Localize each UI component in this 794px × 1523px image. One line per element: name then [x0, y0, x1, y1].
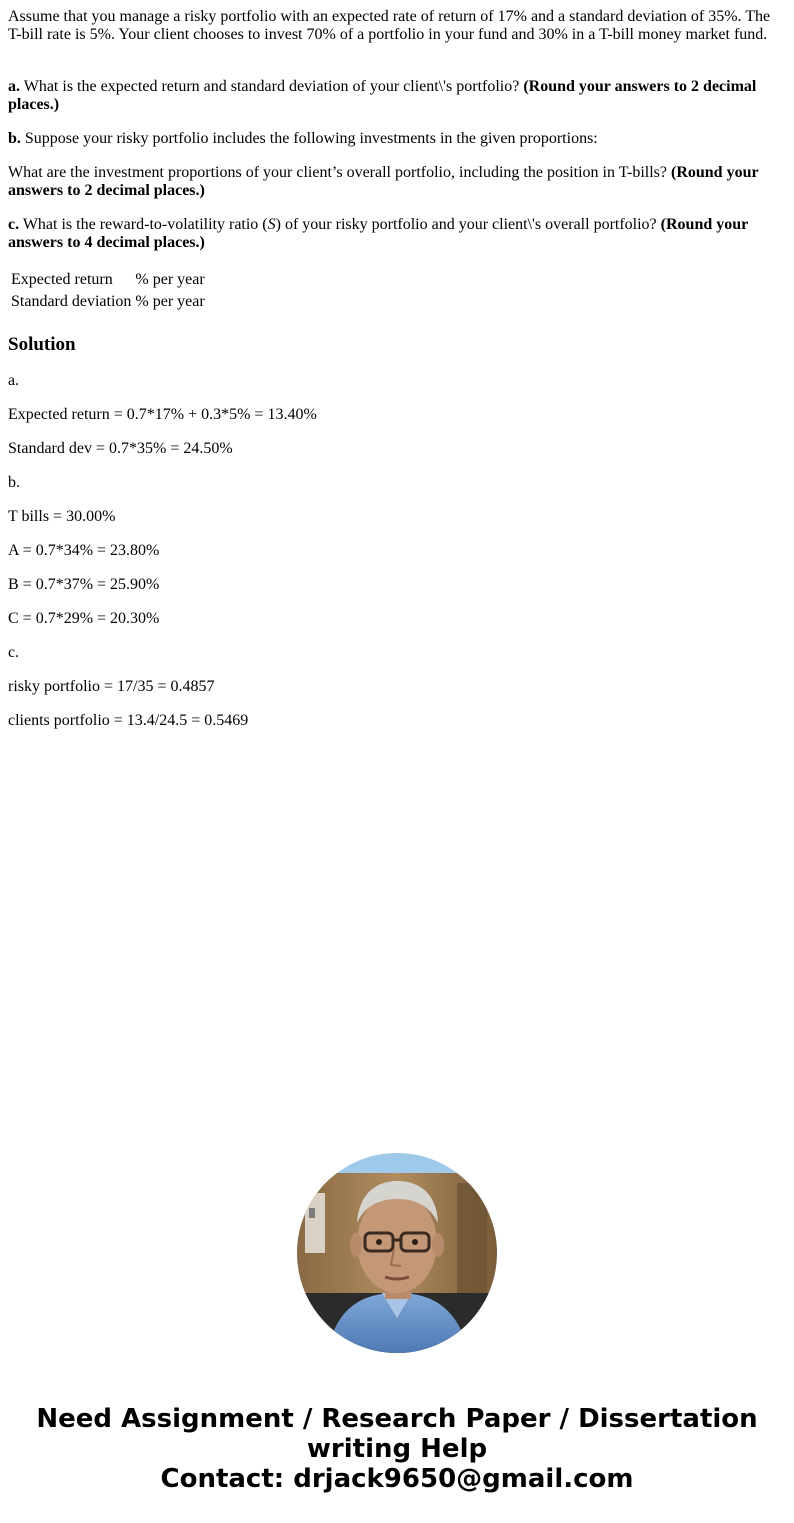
spacer: [8, 60, 786, 78]
solution-body: [8, 372, 786, 730]
question-part-b-followup: [8, 164, 786, 200]
part-c-text-after: ) of your risky portfolio and your client\'s overall portfolio?: [275, 216, 657, 233]
question-intro: Assume that you manage a risky portfolio with an expected rate of return of 17% and a standard deviation of 35%. The T-bill rate is 5%. Your client chooses to invest 70% of a portfolio in your fund and 30% in a T-bill money market fund.: [8, 8, 771, 43]
solution-line: c.: [8, 644, 20, 661]
question-part-c: [8, 216, 786, 252]
table-row: [10, 292, 206, 312]
solution-heading: Solution: [8, 334, 76, 355]
solution-line: risky portfolio = 17/35 = 0.4857: [8, 678, 215, 695]
solution-line: Expected return = 0.7*17% + 0.3*5% = 13.40%: [8, 406, 317, 423]
solution-line: C = 0.7*29% = 20.30%: [8, 610, 160, 627]
part-a-text: What is the expected return and standard deviation of your client\'s portfolio?: [23, 78, 520, 95]
table-row-unit: % per year: [135, 271, 205, 288]
part-a-label: a.: [8, 78, 20, 95]
avatar: [297, 1153, 497, 1353]
promo-banner: [0, 1404, 794, 1494]
table-row-label: Standard deviation: [11, 293, 132, 310]
part-c-note: (Round your answers to 4 decimal places.): [8, 216, 748, 251]
part-b-followup-text: What are the investment proportions of your client’s overall portfolio, including the position in T-bills?: [8, 164, 667, 181]
solution-line: A = 0.7*34% = 23.80%: [8, 542, 160, 559]
answer-table: [8, 268, 208, 314]
part-c-text-before: What is the reward-to-volatility ratio (: [22, 216, 268, 233]
promo-line-contact: Contact: drjack9650@gmail.com: [160, 1464, 634, 1494]
promo-line-help: Need Assignment / Research Paper / Dissertation writing Help: [36, 1404, 758, 1464]
part-b-text: Suppose your risky portfolio includes the following investments in the given proportions:: [24, 130, 598, 147]
question-part-b: [8, 130, 786, 148]
part-a-note: (Round your answers to 2 decimal places.): [8, 78, 757, 113]
solution-line: b.: [8, 474, 20, 491]
part-c-label: c.: [8, 216, 20, 233]
part-b-label: b.: [8, 130, 21, 147]
question-part-a: [8, 78, 786, 114]
solution-line: clients portfolio = 13.4/24.5 = 0.5469: [8, 712, 249, 729]
solution-line: T bills = 30.00%: [8, 508, 116, 525]
document-body: [8, 8, 786, 746]
table-row-label: Expected return: [11, 271, 113, 288]
table-row-unit: % per year: [135, 293, 205, 310]
avatar-portrait-image: [297, 1153, 497, 1353]
solution-line: a.: [8, 372, 20, 389]
table-row: [10, 270, 206, 290]
solution-line: Standard dev = 0.7*35% = 24.50%: [8, 440, 233, 457]
part-c-symbol: S: [267, 216, 276, 233]
part-b-note: (Round your answers to 2 decimal places.): [8, 164, 759, 199]
solution-line: B = 0.7*37% = 25.90%: [8, 576, 160, 593]
